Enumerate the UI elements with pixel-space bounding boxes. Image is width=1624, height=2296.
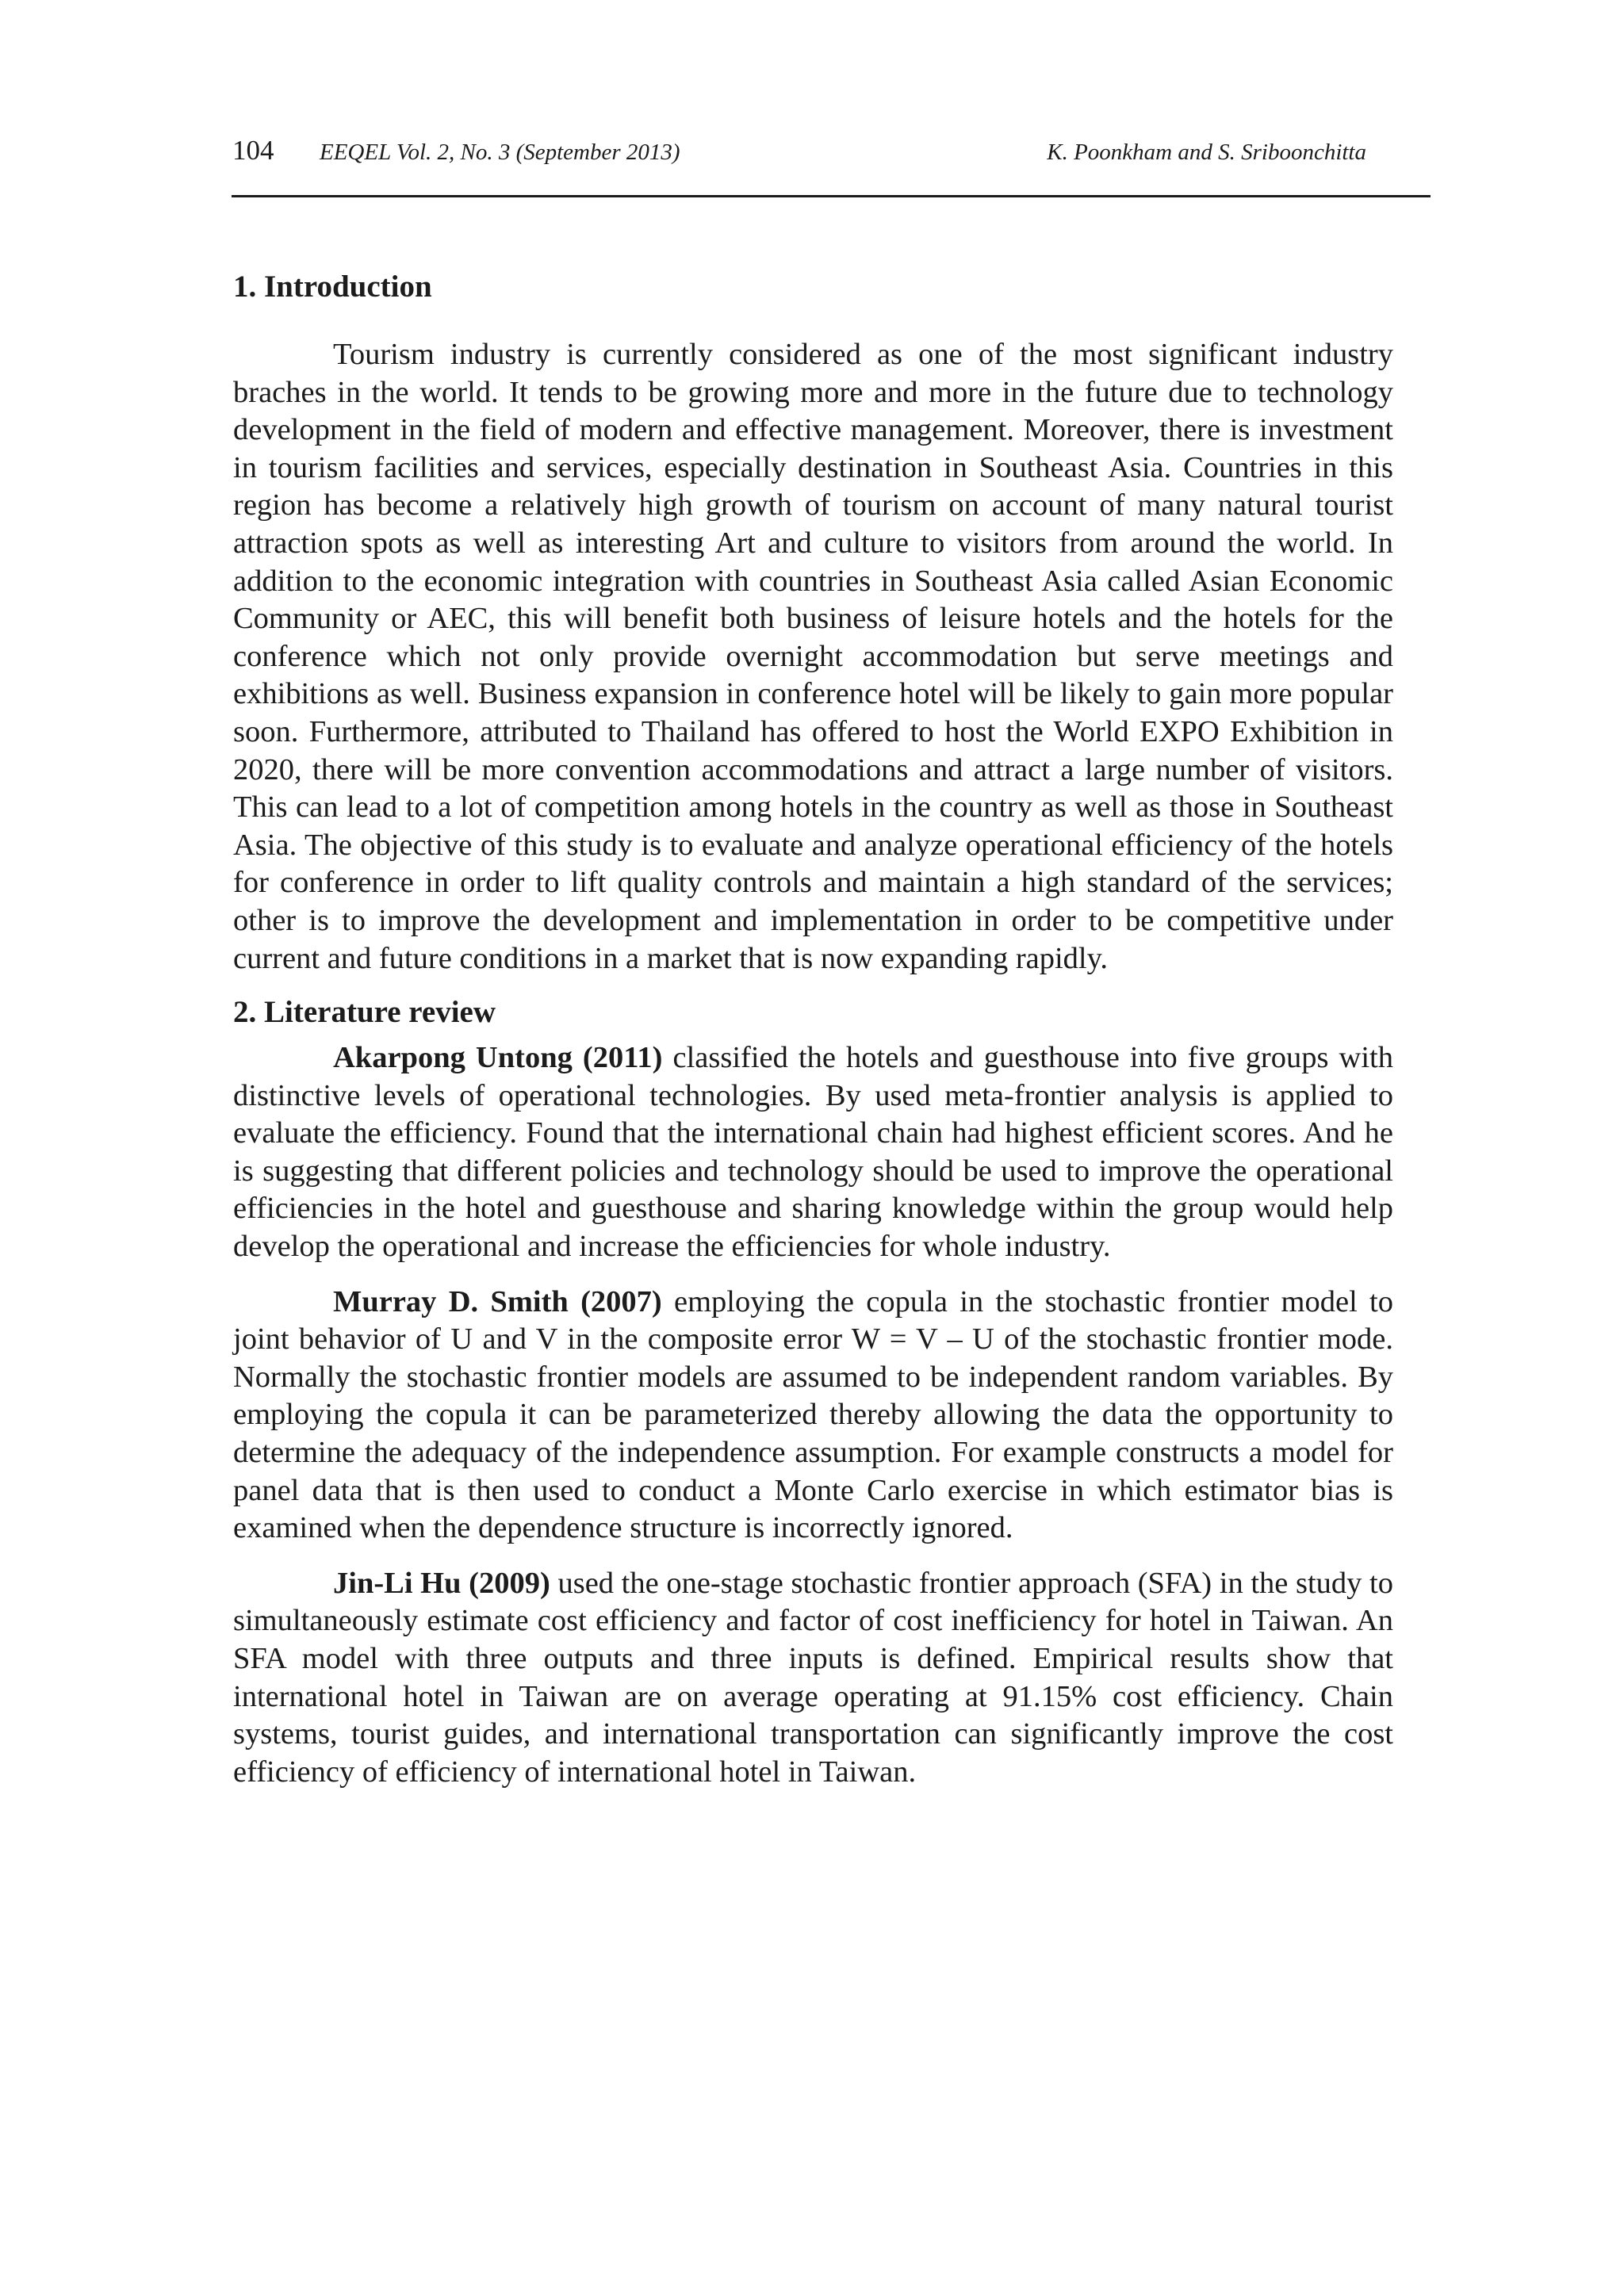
citation-hu: Jin-Li Hu (2009) — [333, 1566, 550, 1600]
introduction-paragraph: Tourism industry is currently considered as one of the most significant industry braches in the world. It tends to be growing more and more in the future due to technology development in the field of modern and effective management. Moreover, there is investment in tourism facilities and services, especially destination in Southeast Asia. Countries in this region has become a relatively high growth of tourism on account of many natural tourist attraction spots as well as interesting Art and culture to visitors from around the world. In addition to the economic integration with countries in Southeast Asia called Asian Economic Community or AEC, this will benefit both business of leisure hotels and the hotels for the conference which not only provide overnight accommodation but serve meetings and exhibitions as well. Business expansion in conference hotel will be likely to gain more popular soon. Furthermore, attributed to Thailand has offered to host the World EXPO Exhibition in 2020, there will be more convention accommodations and attract a large number of visitors. This can lead to a lot of competition among hotels in the country as well as those in Southeast Asia. The objective of this study is to evaluate and analyze operational efficiency of the hotels for conference in order to lift quality controls and maintain a high standard of the services; other is to improve the development and implementation in order to be competitive under current and future conditions in a market that is now expanding rapidly. — [233, 338, 1393, 975]
page-number: 104 — [232, 135, 274, 166]
introduction-heading: 1. Introduction — [233, 270, 432, 304]
journal-reference: EEQEL Vol. 2, No. 3 (September 2013) — [320, 140, 680, 165]
page-body — [233, 268, 1393, 1791]
paragraph-text: used the one-stage stochastic frontier approach (SFA) in the study to simultaneously estimate cost efficiency and factor of cost inefficiency for hotel in Taiwan. An SFA model with three outputs and three inputs is defined. Empirical results show that international hotel in Taiwan are on average operating at 91.15% cost efficiency. Chain systems, tourist guides, and international transportation can significantly improve the cost efficiency of efficiency of international hotel in Taiwan. — [233, 1566, 1393, 1789]
citation-untong: Akarpong Untong (2011) — [333, 1041, 663, 1075]
literature-review-heading: 2. Literature review — [233, 995, 496, 1030]
header-divider — [232, 195, 1431, 197]
paragraph-text: employing the copula in the stochastic frontier model to joint behavior of U and V in the composite error W = V – U of the stochastic frontier mode. Normally the stochastic frontier models are assumed to be independent random variables. By employing the copula it can be parameterized thereby allowing the data the opportunity to determine the adequacy of the independence assumption. For example constructs a model for panel data that is then used to conduct a Monte Carlo exercise in which estimator bias is examined when the dependence structure is incorrectly ignored. — [233, 1284, 1393, 1545]
literature-paragraph-untong — [233, 1039, 1393, 1266]
citation-smith: Murray D. Smith (2007) — [333, 1284, 662, 1318]
paragraph-text: classified the hotels and guesthouse into five groups with distinctive levels of operational technologies. By used meta-frontier analysis is applied to evaluate the efficiency. Found that the international chain had highest efficient scores. And he is suggesting that different policies and technology should be used to improve the operational efficiencies in the hotel and guesthouse and sharing knowledge within the group would help develop the operational and increase the efficiencies for whole industry. — [233, 1041, 1393, 1264]
author-names: K. Poonkham and S. Sriboonchitta — [1047, 140, 1366, 165]
literature-paragraph-smith — [233, 1284, 1393, 1548]
literature-paragraph-hu — [233, 1565, 1393, 1792]
running-header — [232, 135, 1430, 171]
